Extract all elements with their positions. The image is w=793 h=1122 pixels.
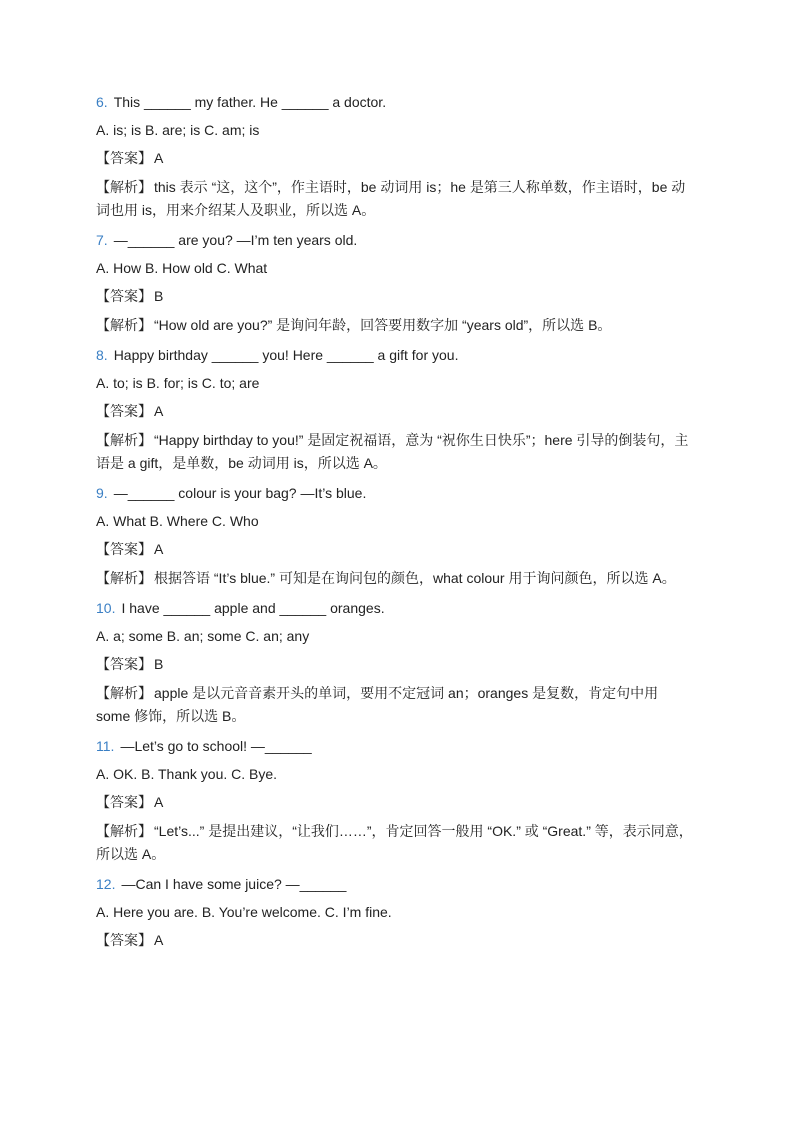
answer-value: A xyxy=(154,932,164,948)
question-text: —Can I have some juice? —______ xyxy=(121,876,347,892)
question-stem xyxy=(96,92,696,112)
question-options: A. to; is B. for; is C. to; are xyxy=(96,375,260,391)
document-page xyxy=(96,92,696,958)
answer-tag: 【答案】 xyxy=(96,932,152,948)
question-stem xyxy=(96,230,696,250)
answer-line xyxy=(96,930,696,950)
question-8 xyxy=(96,345,696,475)
answer-tag: 【答案】 xyxy=(96,403,152,419)
answer-value: A xyxy=(154,403,164,419)
answer-tag: 【答案】 xyxy=(96,288,152,304)
question-text: Happy birthday ______ you! Here ______ a gift for you. xyxy=(113,347,459,363)
question-number: 6. xyxy=(96,94,108,110)
answer-value: A xyxy=(154,794,164,810)
analysis-text: “Let’s...” 是提出建议，“让我们……”，肯定回答一般用 “OK.” 或 “Great.” 等，表示同意，所以选 A。 xyxy=(96,823,693,862)
question-10 xyxy=(96,598,696,728)
answer-line xyxy=(96,401,696,421)
question-6 xyxy=(96,92,696,222)
question-text: This ______ my father. He ______ a doctor. xyxy=(113,94,387,110)
answer-line xyxy=(96,539,696,559)
answer-line xyxy=(96,792,696,812)
question-options: A. is; is B. are; is C. am; is xyxy=(96,122,260,138)
question-number: 8. xyxy=(96,347,108,363)
answer-tag: 【答案】 xyxy=(96,794,152,810)
question-number: 9. xyxy=(96,485,108,501)
question-number: 11. xyxy=(96,738,115,754)
analysis-line xyxy=(96,314,696,337)
answer-value: A xyxy=(154,150,164,166)
analysis-text: “How old are you?” 是询问年龄，回答要用数字加 “years old”，所以选 B。 xyxy=(154,317,612,333)
question-options: A. OK. B. Thank you. C. Bye. xyxy=(96,766,278,782)
question-options: A. What B. Where C. Who xyxy=(96,513,259,529)
analysis-line xyxy=(96,567,696,590)
analysis-tag: 【解析】 xyxy=(96,317,152,333)
question-7 xyxy=(96,230,696,337)
answer-line xyxy=(96,148,696,168)
analysis-tag: 【解析】 xyxy=(96,432,152,448)
analysis-line xyxy=(96,176,696,222)
question-stem xyxy=(96,598,696,618)
question-text: —______ colour is your bag? —It’s blue. xyxy=(113,485,367,501)
question-number: 10. xyxy=(96,600,116,616)
question-text: —______ are you? —I’m ten years old. xyxy=(113,232,358,248)
question-12 xyxy=(96,874,696,950)
question-number: 12. xyxy=(96,876,116,892)
question-9 xyxy=(96,483,696,590)
answer-line xyxy=(96,286,696,306)
question-options: A. Here you are. B. You’re welcome. C. I’m fine. xyxy=(96,904,392,920)
question-stem xyxy=(96,874,696,894)
analysis-tag: 【解析】 xyxy=(96,823,152,839)
question-stem xyxy=(96,483,696,503)
question-stem xyxy=(96,736,696,756)
analysis-tag: 【解析】 xyxy=(96,179,152,195)
question-text: —Let’s go to school! —______ xyxy=(120,738,312,754)
answer-line xyxy=(96,654,696,674)
analysis-line xyxy=(96,820,696,866)
answer-tag: 【答案】 xyxy=(96,656,152,672)
analysis-line xyxy=(96,429,696,475)
question-number: 7. xyxy=(96,232,108,248)
analysis-text: this 表示 “这，这个”，作主语时，be 动词用 is；he 是第三人称单数，作主语时，be 动词也用 is，用来介绍某人及职业，所以选 A。 xyxy=(96,179,686,218)
analysis-text: 根据答语 “It’s blue.” 可知是在询问包的颜色，what colour 用于询问颜色，所以选 A。 xyxy=(154,570,676,586)
analysis-tag: 【解析】 xyxy=(96,570,152,586)
answer-tag: 【答案】 xyxy=(96,150,152,166)
analysis-text: “Happy birthday to you!” 是固定祝福语，意为 “祝你生日快乐”；here 引导的倒装句，主语是 a gift，是单数，be 动词用 is，所以选 A。 xyxy=(96,432,689,471)
question-11 xyxy=(96,736,696,866)
answer-tag: 【答案】 xyxy=(96,541,152,557)
question-stem xyxy=(96,345,696,365)
analysis-line xyxy=(96,682,696,728)
analysis-tag: 【解析】 xyxy=(96,685,152,701)
answer-value: B xyxy=(154,656,164,672)
question-text: I have ______ apple and ______ oranges. xyxy=(121,600,385,616)
answer-value: A xyxy=(154,541,164,557)
question-options: A. How B. How old C. What xyxy=(96,260,268,276)
analysis-text: apple 是以元音音素开头的单词，要用不定冠词 an；oranges 是复数，肯定句中用 some 修饰，所以选 B。 xyxy=(96,685,659,724)
question-options: A. a; some B. an; some C. an; any xyxy=(96,628,310,644)
answer-value: B xyxy=(154,288,164,304)
